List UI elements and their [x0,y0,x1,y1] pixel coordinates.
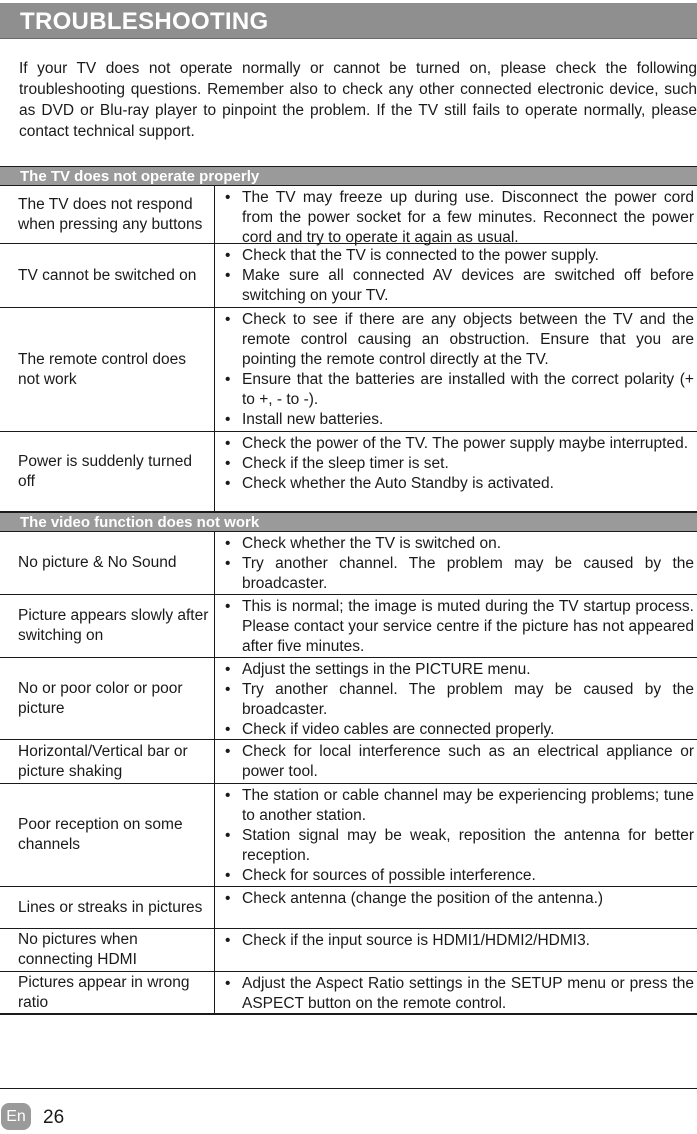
page-title: TROUBLESHOOTING [20,8,269,35]
table-row [0,244,697,308]
solution-item [225,434,694,454]
solution-text: Install new batteries. [242,411,384,428]
bullet-icon: • [225,267,231,284]
solution-cell [215,186,697,246]
solution-text: Check if the input source is HDMI1/HDMI2/HDMI3. [242,932,590,949]
solution-text: Ensure that the batteries are installed with the correct polarity (+ to +, - to -). [242,371,694,408]
table-row [0,658,697,740]
bullet-icon: • [225,867,231,884]
solution-text: Try another channel. The problem may be caused by the broadcaster. [242,681,694,718]
solution-cell [215,784,697,886]
solution-item [225,554,694,594]
solution-cell [215,308,697,431]
solution-item [225,597,694,657]
problem-cell [0,595,215,657]
solution-item [225,742,694,782]
solution-item [225,246,694,266]
solution-text: This is normal; the image is muted during the TV startup process. Please contact your service centre if the picture has not appeared after five minutes. [242,598,694,655]
table-row [0,784,697,887]
problem-text: No pictures when connecting HDMI [18,931,138,968]
section-heading: The TV does not operate properly [20,168,260,185]
problem-cell [0,244,215,307]
problem-cell [0,658,215,739]
solution-item [225,454,694,474]
table-row [0,186,697,244]
solution-text: Check for local interference such as an electrical appliance or power tool. [242,743,694,780]
section-heading: The video function does not work [20,514,260,531]
problem-cell [0,308,215,431]
solution-item [225,474,694,494]
problem-cell [0,432,215,511]
solution-item [225,826,694,866]
solution-text: Station signal may be weak, reposition the antenna for better reception. [242,827,694,864]
solution-item [225,866,694,886]
problem-cell [0,972,215,1013]
problem-text: Picture appears slowly after switching on [18,607,209,644]
solution-item [225,370,694,410]
solution-cell [215,595,697,657]
bullet-icon: • [225,975,231,992]
table-row [0,887,697,929]
table-row [0,308,697,432]
solution-text: Adjust the Aspect Ratio settings in the SETUP menu or press the ASPECT button on the remote control. [242,975,694,1012]
problem-text: Poor reception on some channels [18,816,183,853]
solution-cell [215,972,697,1013]
table-row [0,595,697,658]
solution-item [225,786,694,826]
problem-text: Lines or streaks in pictures [18,898,203,916]
bullet-icon: • [225,721,231,738]
solution-item [225,889,694,909]
problem-cell [0,929,215,971]
bullet-icon: • [225,247,231,264]
solution-cell [215,740,697,783]
solution-cell [215,887,697,928]
problem-cell [0,887,215,928]
problem-cell [0,784,215,886]
problem-text: The TV does not respond when pressing any buttons [18,195,203,233]
solution-text: Check antenna (change the position of the antenna.) [242,890,604,907]
bullet-icon: • [225,681,231,698]
solution-item [225,680,694,720]
solution-text: Check whether the Auto Standby is activated. [242,475,554,492]
bullet-icon: • [225,435,231,452]
solution-item [225,188,694,248]
solution-cell [215,532,697,594]
solution-item [225,720,694,740]
solution-text: The TV may freeze up during use. Disconnect the power cord from the power socket for a few minutes. Reconnect the power cord and try to operate it again as usual. [242,189,694,246]
solution-text: Check the power of the TV. The power supply maybe interrupted. [242,435,689,452]
solution-item [225,266,694,306]
table-row [0,432,697,512]
problem-text: Pictures appear in wrong ratio [18,973,190,1011]
solution-item [225,974,694,1014]
table-row [0,532,697,595]
problem-cell [0,532,215,594]
intro-paragraph: If your TV does not operate normally or cannot be turned on, please check the following troubleshooting questions. Remember also to check any other connected electronic device, such as DVD or Blu-ray player to pinpoint the problem. If the TV still fails to operate normally, please contact technical support. [19,60,697,140]
solution-text: The station or cable channel may be experiencing problems; tune to another station. [242,787,694,824]
bullet-icon: • [225,827,231,844]
bullet-icon: • [225,411,231,428]
bullet-icon: • [225,311,231,328]
solution-text: Check to see if there are any objects between the TV and the remote control causing an obstruction. Ensure that you are pointing the remote control directly at the TV. [242,311,694,368]
solution-cell [215,244,697,307]
bullet-icon: • [225,598,231,615]
solution-text: Check whether the TV is switched on. [242,535,502,552]
solution-item [225,534,694,554]
bullet-icon: • [225,555,231,572]
section-header [0,166,697,186]
bullet-icon: • [225,661,231,678]
table-row [0,929,697,972]
solution-text: Check if the sleep timer is set. [242,455,449,472]
footer-divider [0,1088,697,1089]
solution-cell [215,658,697,739]
solution-text: Check that the TV is connected to the power supply. [242,247,599,264]
bullet-icon: • [225,743,231,760]
solution-text: Try another channel. The problem may be caused by the broadcaster. [242,555,694,592]
problem-cell [0,740,215,783]
section-header [0,512,697,532]
problem-text: Horizontal/Vertical bar or picture shaking [18,742,188,780]
bullet-icon: • [225,475,231,492]
problem-text: No or poor color or poor picture [18,679,183,717]
bullet-icon: • [225,189,231,206]
solution-cell [215,929,697,971]
solution-text: Check if video cables are connected properly. [242,721,555,738]
language-badge: En [1,1103,31,1130]
bullet-icon: • [225,932,231,949]
troubleshooting-table [0,166,697,1015]
bullet-icon: • [225,455,231,472]
problem-text: The remote control does not work [18,350,187,388]
bullet-icon: • [225,787,231,804]
solution-item [225,310,694,370]
problem-cell [0,186,215,243]
bullet-icon: • [225,535,231,552]
page-number: 26 [43,1107,65,1128]
bullet-icon: • [225,890,231,907]
bullet-icon: • [225,371,231,388]
solution-item [225,410,694,430]
problem-text: No picture & No Sound [18,554,177,571]
title-bar [0,3,697,39]
solution-item [225,931,694,951]
problem-text: TV cannot be switched on [18,266,197,284]
problem-text: Power is suddenly turned off [18,452,193,490]
solution-text: Adjust the settings in the PICTURE menu. [242,661,531,678]
table-row [0,740,697,784]
solution-item [225,660,694,680]
table-row [0,972,697,1015]
solution-text: Check for sources of possible interference. [242,867,536,884]
solution-cell [215,432,697,511]
solution-text: Make sure all connected AV devices are switched off before switching on your TV. [242,267,694,304]
